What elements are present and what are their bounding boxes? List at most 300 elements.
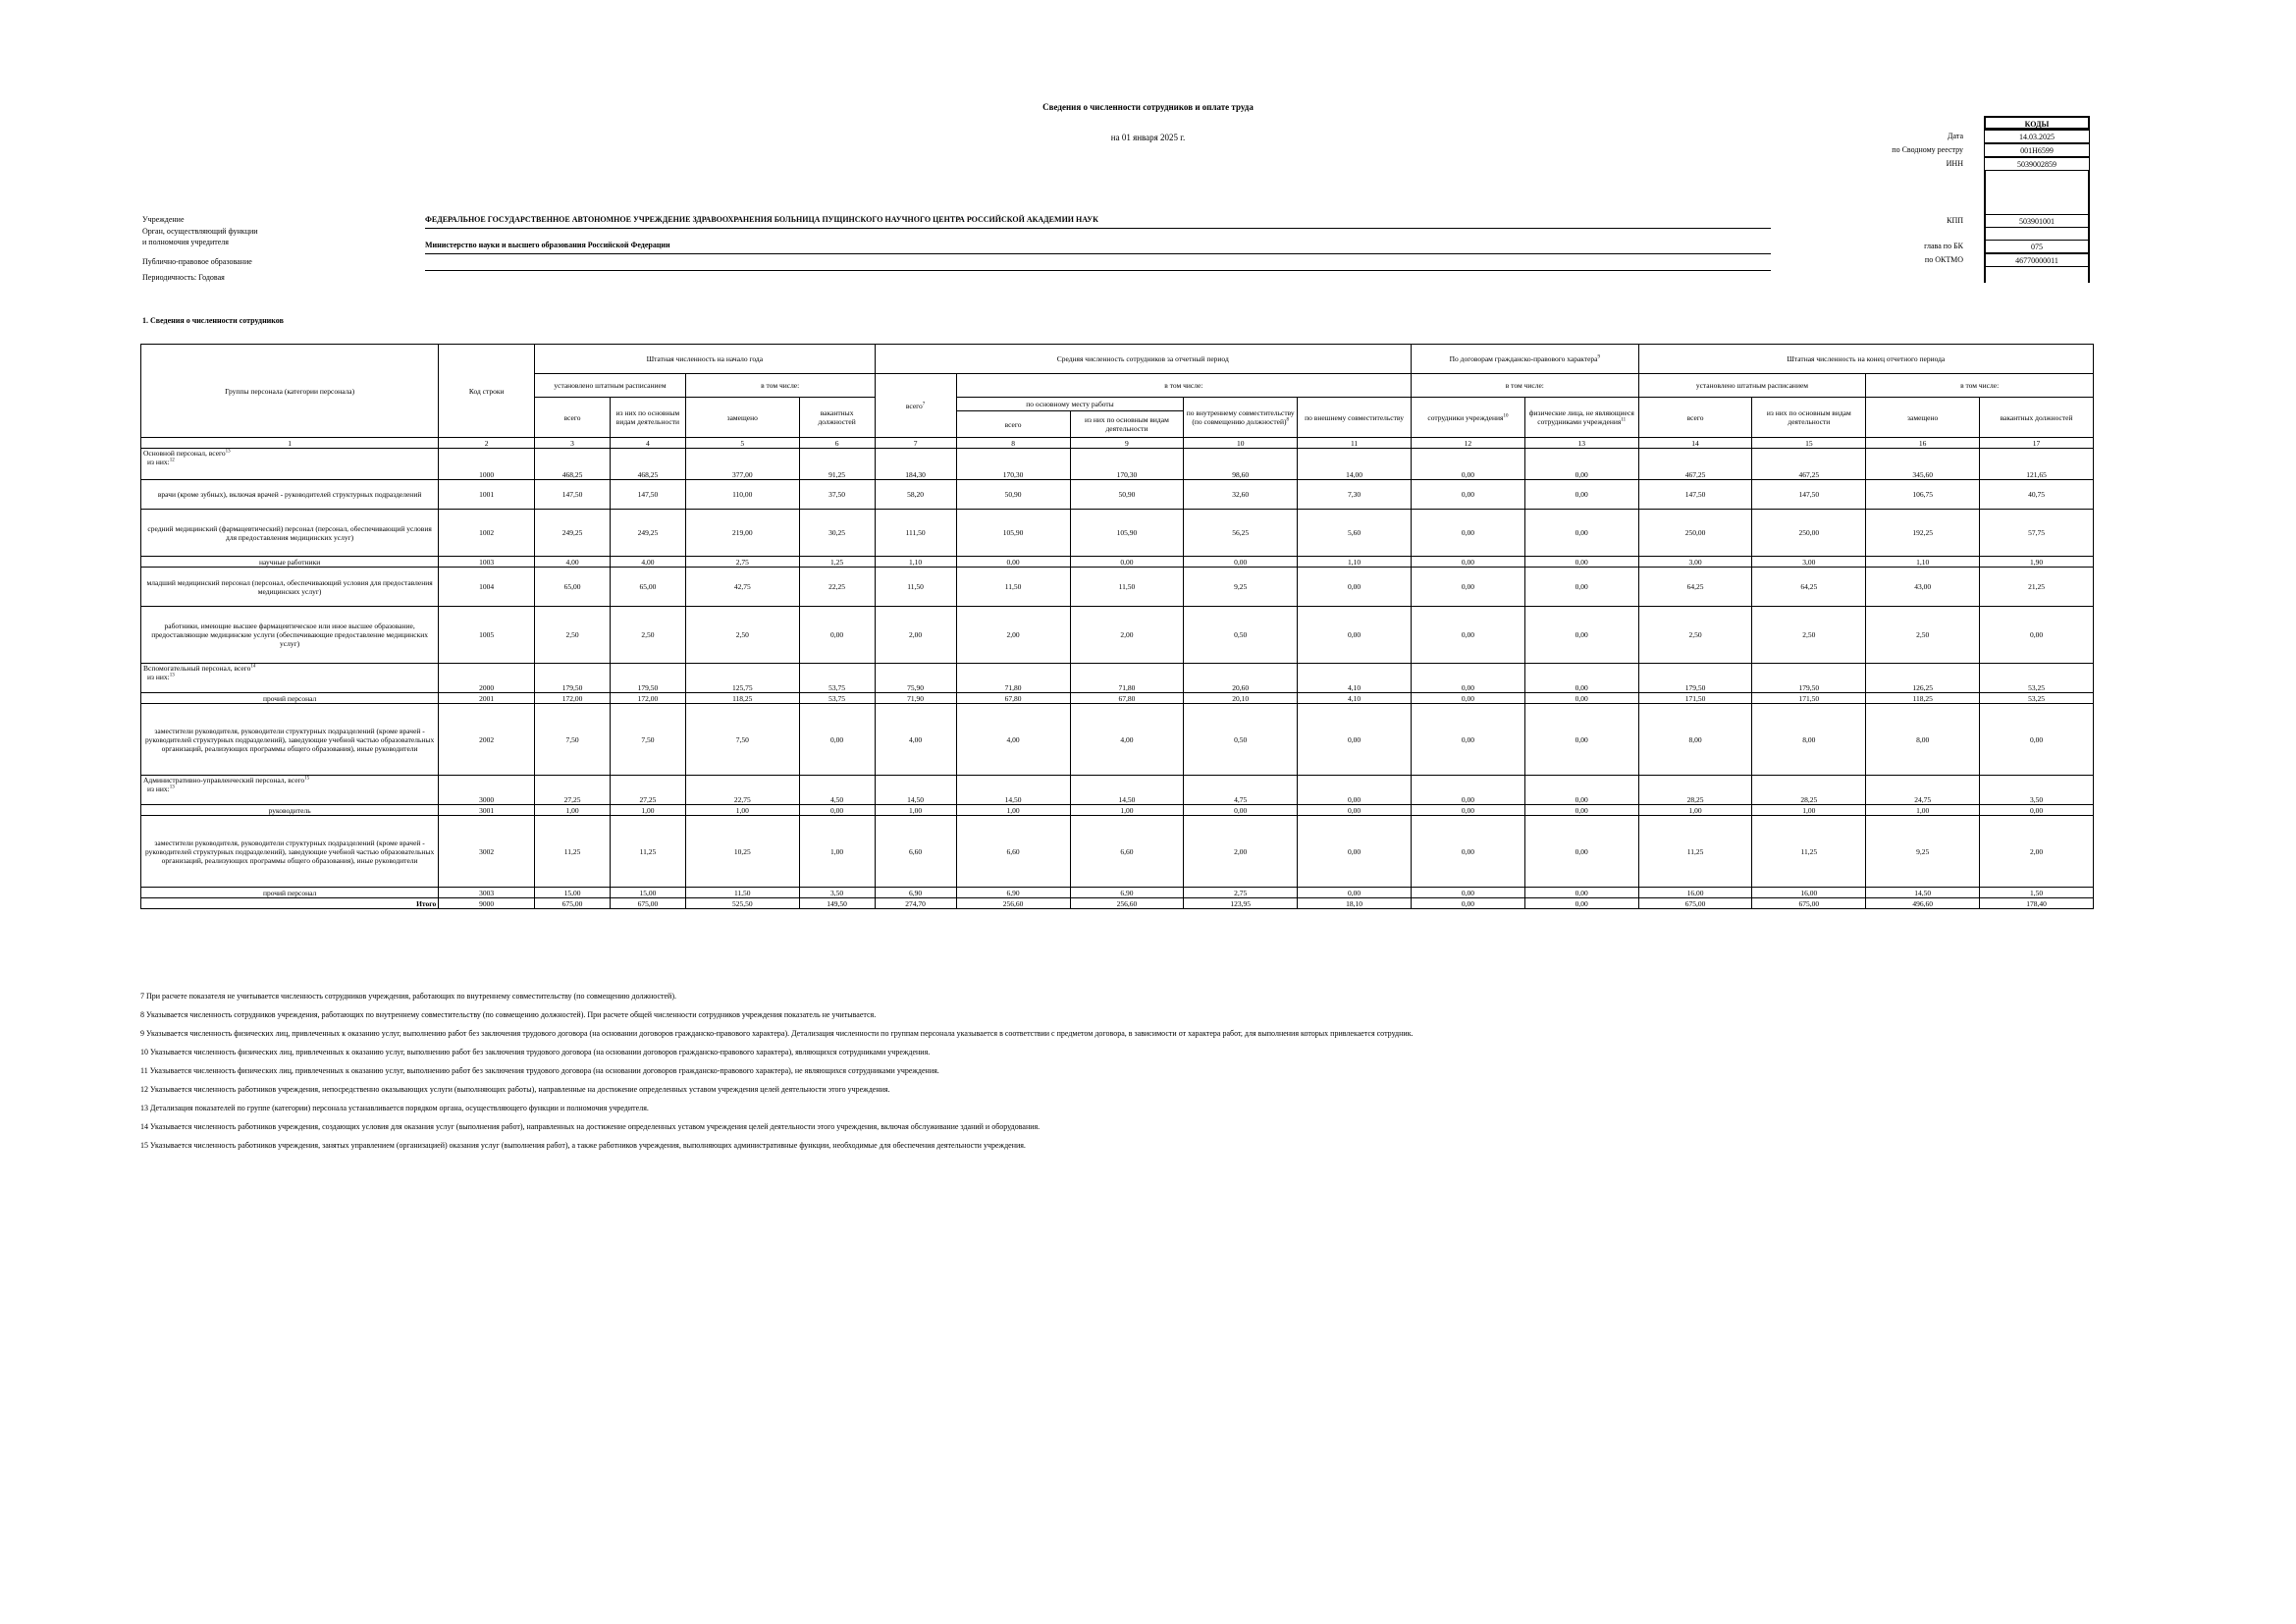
code-kpp: 503901001: [1984, 214, 2090, 228]
cell-value: 40,75: [1980, 480, 2094, 510]
row-code: 2002: [439, 704, 535, 776]
code-label-registry: по Сводному реестру: [1892, 145, 1963, 154]
codes-heading: КОДЫ: [1984, 116, 2090, 130]
cell-value: 9,25: [1866, 816, 1980, 888]
row-code: 2001: [439, 693, 535, 704]
header-end-staff-schedule: установлено штатным расписанием: [1638, 374, 1866, 398]
cell-value: 11,50: [956, 568, 1070, 607]
cell-value: 9,25: [1184, 568, 1298, 607]
cell-value: 11,50: [685, 888, 799, 898]
row-code: 1001: [439, 480, 535, 510]
row-label: средний медицинский (фармацевтический) персонал (персонал, обеспечивающий условия для предоставления медицинских услуг): [141, 510, 439, 557]
cell-value: 1,90: [1980, 557, 2094, 568]
cell-value: 0,00: [1524, 510, 1638, 557]
header-employees: сотрудники учреждения$^{10}$: [1412, 398, 1525, 438]
cell-value: 3,50: [799, 888, 875, 898]
cell-value: 675,00: [610, 898, 685, 909]
cell-value: 121,65: [1980, 449, 2094, 480]
cell-value: 0,00: [1298, 704, 1412, 776]
cell-value: 64,25: [1638, 568, 1752, 607]
table-row: [141, 898, 2094, 909]
cell-value: 71,80: [1070, 664, 1184, 693]
cell-value: 1,00: [875, 805, 956, 816]
cell-value: 1,10: [1298, 557, 1412, 568]
cell-value: 0,00: [1412, 888, 1525, 898]
cell-value: 16,00: [1638, 888, 1752, 898]
cell-value: 179,50: [535, 664, 611, 693]
cell-value: 147,50: [1638, 480, 1752, 510]
cell-value: 0,00: [1184, 557, 1298, 568]
column-number: 3: [535, 438, 611, 449]
cell-value: 14,50: [1866, 888, 1980, 898]
cell-value: 14,00: [1298, 449, 1412, 480]
cell-value: 0,00: [1298, 568, 1412, 607]
header-end-total: всего: [1638, 398, 1752, 438]
cell-value: 11,50: [875, 568, 956, 607]
footnote: 8 Указывается численность сотрудников учреждения, работающих по внутреннему совместительству (по совмещению должностей). При расчете общей численности сотрудников учреждения показатель не учитывается.: [140, 1010, 877, 1019]
header-main-job: [956, 398, 1184, 438]
cell-value: 1,00: [1638, 805, 1752, 816]
cell-value: 2,00: [1070, 607, 1184, 664]
cell-value: 192,25: [1866, 510, 1980, 557]
cell-value: 4,10: [1298, 693, 1412, 704]
cell-value: 0,00: [1298, 607, 1412, 664]
cell-value: 149,50: [799, 898, 875, 909]
cell-value: 0,00: [1524, 557, 1638, 568]
cell-value: 21,25: [1980, 568, 2094, 607]
cell-value: 184,30: [875, 449, 956, 480]
cell-value: 22,25: [799, 568, 875, 607]
cell-value: 0,00: [1412, 568, 1525, 607]
header-external: по внешнему совместительству: [1298, 398, 1412, 438]
cell-value: 0,00: [799, 607, 875, 664]
founder-label-line1: Орган, осуществляющий функции: [142, 227, 258, 236]
column-number: 7: [875, 438, 956, 449]
row-code: 1004: [439, 568, 535, 607]
report-date: на 01 января 2025 г.: [1110, 133, 1186, 142]
table-row: [141, 704, 2094, 776]
cell-value: 2,00: [875, 607, 956, 664]
column-number: 16: [1866, 438, 1980, 449]
cell-value: 67,80: [956, 693, 1070, 704]
cell-value: 4,00: [535, 557, 611, 568]
cell-value: 28,25: [1752, 776, 1866, 805]
footnotes: [140, 987, 2153, 1155]
cell-value: 179,50: [1752, 664, 1866, 693]
row-code: 1003: [439, 557, 535, 568]
table-row: [141, 480, 2094, 510]
cell-value: 14,50: [956, 776, 1070, 805]
column-number: 15: [1752, 438, 1866, 449]
cell-value: 0,00: [1298, 816, 1412, 888]
cell-value: 56,25: [1184, 510, 1298, 557]
footnote: 9 Указывается численность физических лиц, привлеченных к оказанию услуг, выполнению работ без заключения трудового договора (на основании договоров гражданско-правового характера). Детализация численности по группам персонала указывается в соответствии с предметом договора, в зависимости от характера работ, для выполнения которых привлекается сотрудник.: [140, 1029, 1414, 1038]
cell-value: 67,80: [1070, 693, 1184, 704]
cell-value: 2,50: [685, 607, 799, 664]
cell-value: 468,25: [610, 449, 685, 480]
cell-value: 171,50: [1638, 693, 1752, 704]
cell-value: 11,25: [535, 816, 611, 888]
cell-value: 172,00: [535, 693, 611, 704]
cell-value: 32,60: [1184, 480, 1298, 510]
code-budget-chapter: 075: [1984, 240, 2090, 253]
cell-value: 110,00: [685, 480, 799, 510]
column-number: 2: [439, 438, 535, 449]
column-number: 9: [1070, 438, 1184, 449]
cell-value: 8,00: [1752, 704, 1866, 776]
cell-value: 0,00: [1980, 704, 2094, 776]
header-group: Группы персонала (категории персонала): [141, 345, 439, 438]
public-entity-underline: [425, 270, 1771, 271]
cell-value: 111,50: [875, 510, 956, 557]
row-label: прочий персонал: [141, 888, 439, 898]
row-code: 3001: [439, 805, 535, 816]
cell-value: 0,00: [1412, 805, 1525, 816]
cell-value: 0,00: [1412, 816, 1525, 888]
cell-value: 71,80: [956, 664, 1070, 693]
cell-value: 30,25: [799, 510, 875, 557]
cell-value: 123,95: [1184, 898, 1298, 909]
row-label: Административно-управленческий персонал, всего$^{15}$ из них:$^{13}$: [141, 776, 439, 805]
cell-value: 0,00: [1524, 449, 1638, 480]
cell-value: 53,25: [1980, 664, 2094, 693]
cell-value: 377,00: [685, 449, 799, 480]
cell-value: 6,60: [875, 816, 956, 888]
table-row: [141, 776, 2094, 805]
cell-value: 6,60: [956, 816, 1070, 888]
column-number: 17: [1980, 438, 2094, 449]
cell-value: 57,75: [1980, 510, 2094, 557]
institution-name: ФЕДЕРАЛЬНОЕ ГОСУДАРСТВЕННОЕ АВТОНОМНОЕ УЧРЕЖДЕНИЕ ЗДРАВООХРАНЕНИЯ БОЛЬНИЦА ПУЩИНСКОГО НАУЧНОГО ЦЕНТРА РОССИЙСКОЙ АКАДЕМИИ НАУК: [425, 215, 1098, 224]
cell-value: 2,50: [1752, 607, 1866, 664]
footnote: 7 При расчете показателя не учитывается численность сотрудников учреждения, работающих по внутреннему совместительству (по совмещению должностей).: [140, 992, 677, 1001]
cell-value: 4,00: [875, 704, 956, 776]
cell-value: 0,00: [1070, 557, 1184, 568]
row-code: 9000: [439, 898, 535, 909]
cell-value: 118,25: [1866, 693, 1980, 704]
row-code: 3003: [439, 888, 535, 898]
cell-value: 171,50: [1752, 693, 1866, 704]
cell-value: 65,00: [535, 568, 611, 607]
header-end-vacant: вакантных должностей: [1980, 398, 2094, 438]
row-label: Вспомогательный персонал, всего$^{14}$ из них:$^{13}$: [141, 664, 439, 693]
footnote: 11 Указывается численность физических лиц, привлеченных к оказанию услуг, выполнению работ без заключения трудового договора (на основании договоров гражданско-правового характера), не являющихся сотрудниками учреждения.: [140, 1066, 939, 1075]
cell-value: 7,50: [685, 704, 799, 776]
cell-value: 6,90: [956, 888, 1070, 898]
cell-value: 0,00: [1412, 480, 1525, 510]
cell-value: 0,00: [799, 704, 875, 776]
cell-value: 256,60: [1070, 898, 1184, 909]
cell-value: 219,00: [685, 510, 799, 557]
cell-value: 5,60: [1298, 510, 1412, 557]
table-row: [141, 607, 2094, 664]
cell-value: 0,00: [1412, 898, 1525, 909]
code-label-inn: ИНН: [1946, 159, 1963, 168]
cell-value: 0,00: [1412, 449, 1525, 480]
cell-value: 6,60: [1070, 816, 1184, 888]
cell-value: 170,30: [956, 449, 1070, 480]
code-label-budget-chapter: глава по БК: [1924, 242, 1963, 250]
cell-value: 64,25: [1752, 568, 1866, 607]
footnote: 12 Указывается численность работников учреждения, непосредственно оказывающих услуги (выполняющих работы), направленные на достижение определенных уставом учреждения целей деятельности этого учреждения.: [140, 1085, 890, 1094]
cell-value: 1,50: [1980, 888, 2094, 898]
cell-value: 53,75: [799, 693, 875, 704]
row-label: Основной персонал, всего$^{13}$ из них:$^{12}$: [141, 449, 439, 480]
cell-value: 274,70: [875, 898, 956, 909]
header-gpc: По договорам гражданско-правового характера$^9$: [1412, 345, 1639, 374]
cell-value: 91,25: [799, 449, 875, 480]
cell-value: 2,50: [1866, 607, 1980, 664]
cell-value: 0,00: [1524, 607, 1638, 664]
cell-value: 0,00: [1524, 704, 1638, 776]
institution-underline: [425, 228, 1771, 229]
staff-numbers-table: [140, 344, 2094, 909]
cell-value: 1,00: [1070, 805, 1184, 816]
cell-value: 0,00: [956, 557, 1070, 568]
cell-value: 467,25: [1638, 449, 1752, 480]
cell-value: 4,00: [1070, 704, 1184, 776]
table-row: [141, 568, 2094, 607]
cell-value: 0,00: [1298, 776, 1412, 805]
cell-value: 37,50: [799, 480, 875, 510]
table-row: [141, 888, 2094, 898]
column-number: 1: [141, 438, 439, 449]
cell-value: 1,00: [1866, 805, 1980, 816]
cell-value: 4,10: [1298, 664, 1412, 693]
code-label-kpp: КПП: [1947, 216, 1963, 225]
cell-value: 250,00: [1638, 510, 1752, 557]
cell-value: 172,00: [610, 693, 685, 704]
cell-value: 24,75: [1866, 776, 1980, 805]
public-entity-label: Публично-правовое образование: [142, 257, 252, 266]
cell-value: 0,00: [1412, 607, 1525, 664]
header-main-job-main: из них по основным видам деятельности: [1084, 415, 1169, 433]
cell-value: 0,00: [1524, 480, 1638, 510]
founder-underline: [425, 253, 1771, 254]
code-date: 14.03.2025: [1984, 130, 2090, 143]
cell-value: 0,00: [1412, 557, 1525, 568]
cell-value: 15,00: [610, 888, 685, 898]
column-number: 4: [610, 438, 685, 449]
periodicity-label: Периодичность: Годовая: [142, 273, 225, 282]
cell-value: 2,50: [610, 607, 685, 664]
cell-value: 675,00: [535, 898, 611, 909]
column-number: 5: [685, 438, 799, 449]
cell-value: 0,00: [1412, 704, 1525, 776]
header-avg-incl: в том числе:: [956, 374, 1411, 398]
cell-value: 2,75: [1184, 888, 1298, 898]
footnote: 10 Указывается численность физических лиц, привлеченных к оказанию услуг, выполнению работ без заключения трудового договора (на основании договоров гражданско-правового характера), являющихся сотрудниками учреждения.: [140, 1048, 931, 1056]
cell-value: 0,00: [1184, 805, 1298, 816]
cell-value: 170,30: [1070, 449, 1184, 480]
table-row: [141, 510, 2094, 557]
row-label: врачи (кроме зубных), включая врачей - руководителей структурных подразделений: [141, 480, 439, 510]
cell-value: 250,00: [1752, 510, 1866, 557]
cell-value: 6,90: [1070, 888, 1184, 898]
cell-value: 27,25: [610, 776, 685, 805]
cell-value: 0,00: [1524, 664, 1638, 693]
cell-value: 0,00: [1412, 510, 1525, 557]
header-start-staff-schedule: установлено штатным расписанием: [535, 374, 686, 398]
cell-value: 2,00: [956, 607, 1070, 664]
cell-value: 2,00: [1980, 816, 2094, 888]
header-end-of-period: Штатная численность на конец отчетного периода: [1638, 345, 2093, 374]
cell-value: 4,00: [610, 557, 685, 568]
cell-value: 1,00: [535, 805, 611, 816]
cell-value: 0,50: [1184, 607, 1298, 664]
row-label-title: Вспомогательный персонал, всего: [143, 664, 251, 673]
cell-value: 7,50: [610, 704, 685, 776]
cell-value: 98,60: [1184, 449, 1298, 480]
column-numbers-row: [141, 438, 2094, 449]
header-main-job-sub: [957, 411, 1184, 437]
cell-value: 525,50: [685, 898, 799, 909]
cell-value: 0,00: [1524, 805, 1638, 816]
footnote: 14 Указывается численность работников учреждения, создающих условия для оказания услуг (выполнения работ), направленных на достижение определенных уставом учреждения целей деятельности этого учреждения, включая обслуживание зданий и оборудования.: [140, 1122, 1041, 1131]
cell-value: 1,25: [799, 557, 875, 568]
row-code: 3000: [439, 776, 535, 805]
cell-value: 27,25: [535, 776, 611, 805]
header-start-incl: в том числе:: [685, 374, 875, 398]
cell-value: 20,10: [1184, 693, 1298, 704]
column-number: 10: [1184, 438, 1298, 449]
cell-value: 75,90: [875, 664, 956, 693]
code-label-date: Дата: [1948, 132, 1963, 140]
cell-value: 125,75: [685, 664, 799, 693]
cell-value: 0,00: [1298, 888, 1412, 898]
cell-value: 3,00: [1638, 557, 1752, 568]
cell-value: 0,00: [1298, 805, 1412, 816]
column-number: 12: [1412, 438, 1525, 449]
cell-value: 50,90: [956, 480, 1070, 510]
column-number: 11: [1298, 438, 1412, 449]
header-internal: по внутреннему совместительству (по совмещению должностей)$^8$: [1184, 398, 1298, 438]
table-row: [141, 816, 2094, 888]
cell-value: 1,00: [956, 805, 1070, 816]
table-row: [141, 805, 2094, 816]
cell-value: 0,00: [1524, 888, 1638, 898]
column-number: 14: [1638, 438, 1752, 449]
cell-value: 14,50: [875, 776, 956, 805]
cell-value: 179,50: [610, 664, 685, 693]
cell-value: 0,00: [1524, 568, 1638, 607]
cell-value: 2,00: [1184, 816, 1298, 888]
row-label: Итого: [141, 898, 439, 909]
cell-value: 53,75: [799, 664, 875, 693]
cell-value: 118,25: [685, 693, 799, 704]
cell-value: 0,00: [1980, 607, 2094, 664]
row-label-title: Административно-управленческий персонал, всего: [143, 776, 305, 785]
cell-value: 0,00: [1980, 805, 2094, 816]
header-main-job-total: всего: [957, 411, 1071, 437]
row-label: научные работники: [141, 557, 439, 568]
cell-value: 1,00: [799, 816, 875, 888]
cell-value: 2,50: [1638, 607, 1752, 664]
section-title: 1. Сведения о численности сотрудников: [142, 316, 284, 325]
cell-value: 179,50: [1638, 664, 1752, 693]
header-end-main: из них по основным видам деятельности: [1752, 398, 1866, 438]
cell-value: 50,90: [1070, 480, 1184, 510]
code-oktmo: 46770000011: [1984, 253, 2090, 267]
cell-value: 1,00: [610, 805, 685, 816]
row-label-sub: из них:: [147, 673, 170, 681]
header-start-total: всего: [535, 398, 611, 438]
cell-value: 0,00: [1412, 664, 1525, 693]
row-label: заместители руководителя, руководители структурных подразделений (кроме врачей - руководителей структурных подразделений), заведующие учебной частью образовательных организаций, реализующих программы общего образования), иные руководители: [141, 816, 439, 888]
cell-value: 675,00: [1752, 898, 1866, 909]
footnote: 13 Детализация показателей по группе (категории) персонала устанавливается порядком органа, осуществляющего функции и полномочия учредителя.: [140, 1104, 649, 1112]
cell-value: 6,90: [875, 888, 956, 898]
row-label: работники, имеющие высшее фармацевтическое или иное высшее образование, предоставляющие медицинские услуги (обеспечивающие предоставление медицинских услуг): [141, 607, 439, 664]
cell-value: 105,90: [956, 510, 1070, 557]
row-label: заместители руководителя, руководители структурных подразделений (кроме врачей - руководителей структурных подразделений), заведующие учебной частью образовательных организаций, реализующих программы общего образования), иные руководители: [141, 704, 439, 776]
column-number: 13: [1524, 438, 1638, 449]
cell-value: 675,00: [1638, 898, 1752, 909]
row-code: 2000: [439, 664, 535, 693]
footnote: 15 Указывается численность работников учреждения, занятых управлением (организацией) оказания услуг (выполнения работ), а также работников учреждения, выполняющих административные функции, необходимые для обеспечения деятельности учреждения.: [140, 1141, 1026, 1150]
header-main-job-title: по основному месту работы: [957, 398, 1184, 411]
cell-value: 0,00: [1524, 816, 1638, 888]
cell-value: 11,25: [1752, 816, 1866, 888]
cell-value: 10,25: [685, 816, 799, 888]
row-label-sub: из них:: [147, 458, 170, 466]
cell-value: 42,75: [685, 568, 799, 607]
code-label-oktmo: по ОКТМО: [1924, 255, 1963, 264]
row-label: руководитель: [141, 805, 439, 816]
cell-value: 178,40: [1980, 898, 2094, 909]
codes-box: [1984, 116, 2090, 283]
cell-value: 1,00: [685, 805, 799, 816]
cell-value: 14,50: [1070, 776, 1184, 805]
cell-value: 71,90: [875, 693, 956, 704]
row-code: 1002: [439, 510, 535, 557]
cell-value: 28,25: [1638, 776, 1752, 805]
column-number: 6: [799, 438, 875, 449]
column-number: 8: [956, 438, 1070, 449]
cell-value: 467,25: [1752, 449, 1866, 480]
cell-value: 53,25: [1980, 693, 2094, 704]
cell-value: 1,10: [1866, 557, 1980, 568]
table-row: [141, 693, 2094, 704]
header-non-employees: физические лица, не являющиеся сотрудниками учреждения$^{11}$: [1524, 398, 1638, 438]
cell-value: 249,25: [535, 510, 611, 557]
row-code: 1000: [439, 449, 535, 480]
cell-value: 126,25: [1866, 664, 1980, 693]
cell-value: 15,00: [535, 888, 611, 898]
table-row: [141, 664, 2094, 693]
cell-value: 8,00: [1638, 704, 1752, 776]
cell-value: 7,50: [535, 704, 611, 776]
cell-value: 22,75: [685, 776, 799, 805]
cell-value: 0,00: [799, 805, 875, 816]
cell-value: 2,50: [535, 607, 611, 664]
cell-value: 147,50: [610, 480, 685, 510]
cell-value: 8,00: [1866, 704, 1980, 776]
header-end-incl: в том числе:: [1866, 374, 2094, 398]
cell-value: 65,00: [610, 568, 685, 607]
founder-name: Министерство науки и высшего образования Российской Федерации: [425, 241, 670, 249]
row-label-title: Основной персонал, всего: [143, 449, 226, 458]
row-label-sub: из них:: [147, 785, 170, 793]
cell-value: 345,60: [1866, 449, 1980, 480]
cell-value: 43,00: [1866, 568, 1980, 607]
cell-value: 11,25: [1638, 816, 1752, 888]
cell-value: 7,30: [1298, 480, 1412, 510]
header-gpc-incl: в том числе:: [1412, 374, 1639, 398]
table-row: [141, 449, 2094, 480]
cell-value: 3,00: [1752, 557, 1866, 568]
cell-value: 11,50: [1070, 568, 1184, 607]
